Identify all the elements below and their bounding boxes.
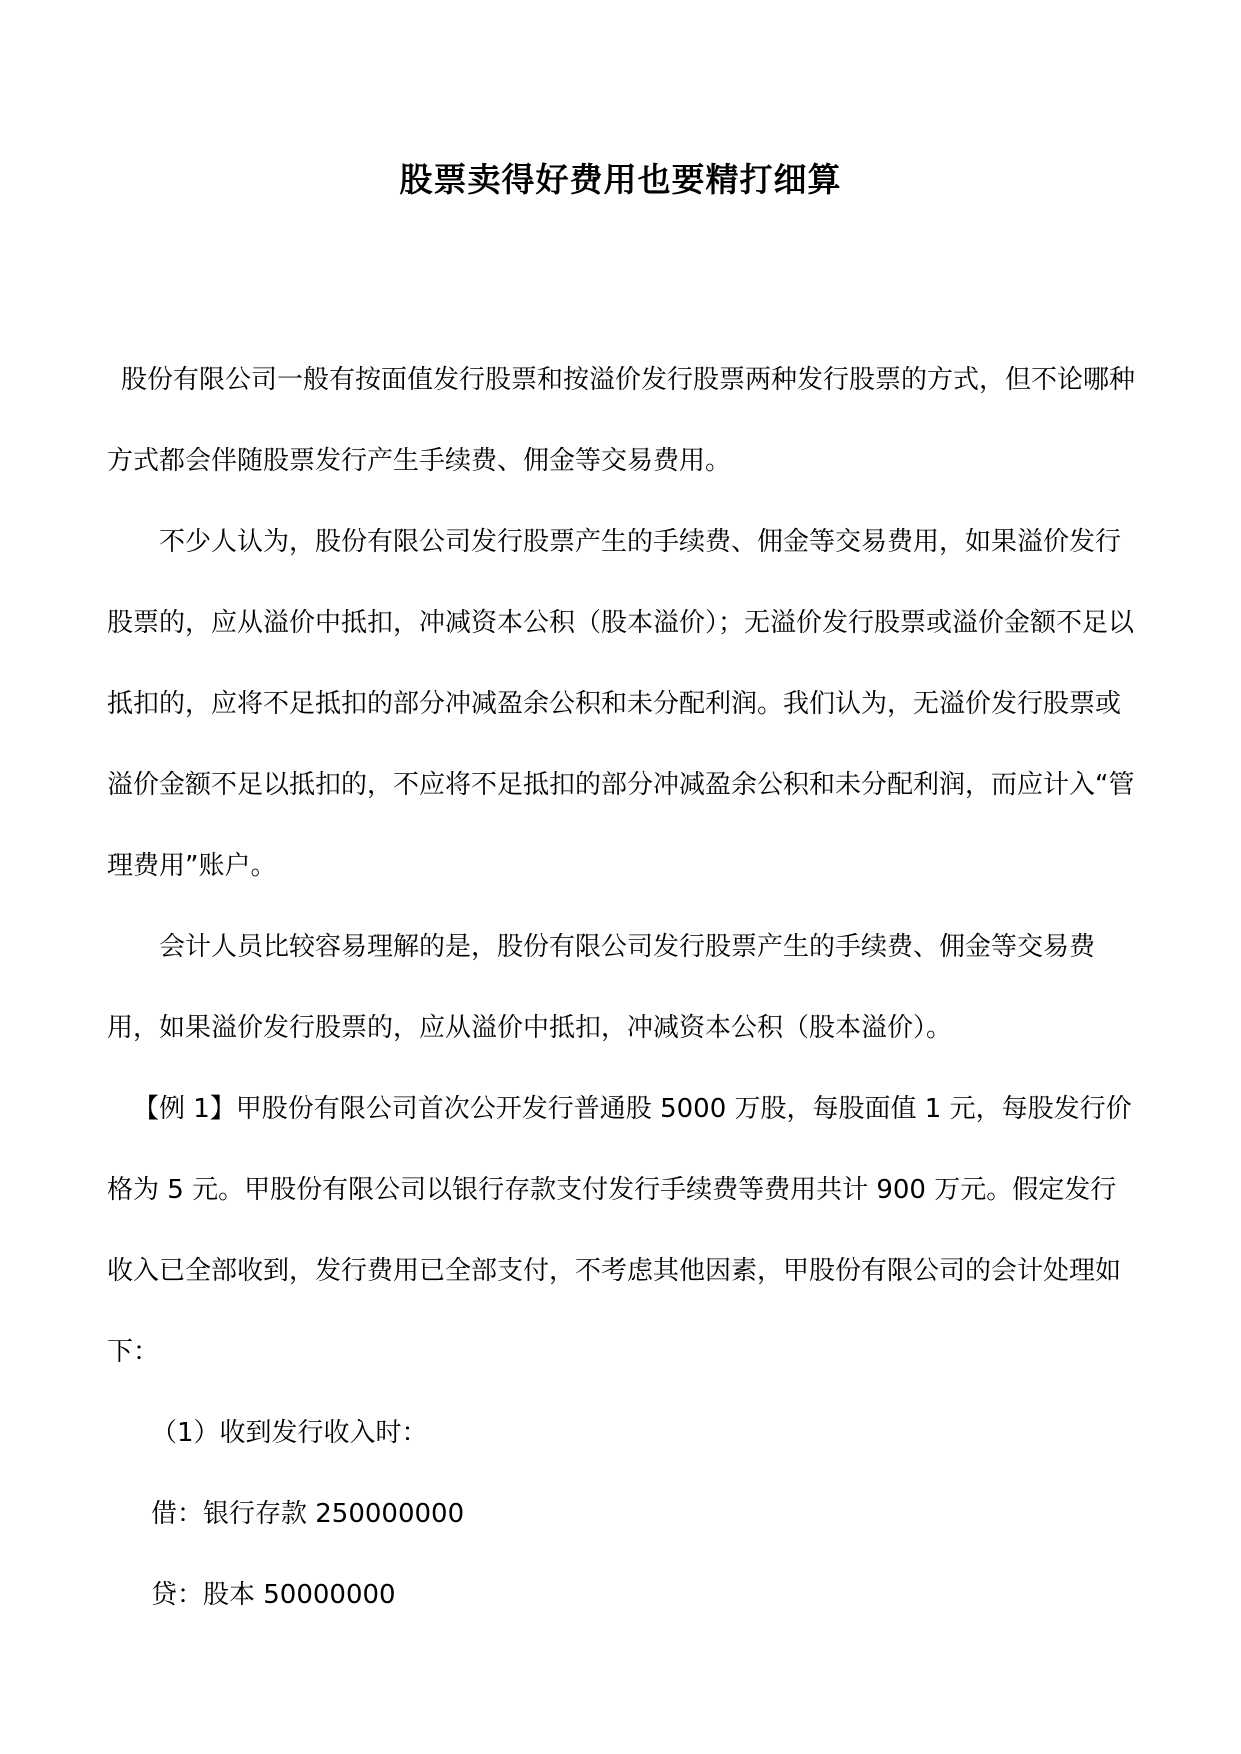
paragraph-opinion: 不少人认为，股份有限公司发行股票产生的手续费、佣金等交易费用，如果溢价发行股票的，应从溢价中抵扣，冲减资本公积（股本溢价）；无溢价发行股票或溢价金额不足以抵扣的，应将不足抵扣的部分冲减盈余公积和未分配利润。我们认为，无溢价发行股票或溢价金额不足以抵扣的，不应将不足抵扣的部分冲减盈余公积和未分配利润，而应计入“管理费用”账户。 bbox=[107, 527, 1135, 881]
journal-entry-credit: 贷：股本 50000000 bbox=[151, 1580, 396, 1610]
paragraph-example-1: 【例 1】甲股份有限公司首次公开发行普通股 5000 万股，每股面值 1 元，每股发行价格为 5 元。甲股份有限公司以银行存款支付发行手续费等费用共计 900 万元。假定发行收入已全部收到，发行费用已全部支付，不考虑其他因素，甲股份有限公司的会计处理如下： bbox=[107, 1094, 1132, 1367]
document-title: 股票卖得好费用也要精打细算 bbox=[399, 160, 842, 199]
document-body bbox=[107, 340, 1135, 1636]
paragraph-step-1: （1）收到发行收入时： bbox=[151, 1418, 428, 1448]
paragraph-intro: 股份有限公司一般有按面值发行股票和按溢价发行股票两种发行股票的方式，但不论哪种方式都会伴随股票发行产生手续费、佣金等交易费用。 bbox=[107, 365, 1136, 476]
paragraph-understanding: 会计人员比较容易理解的是，股份有限公司发行股票产生的手续费、佣金等交易费用，如果溢价发行股票的，应从溢价中抵扣，冲减资本公积（股本溢价）。 bbox=[107, 932, 1096, 1043]
journal-entry-debit: 借：银行存款 250000000 bbox=[151, 1499, 465, 1529]
